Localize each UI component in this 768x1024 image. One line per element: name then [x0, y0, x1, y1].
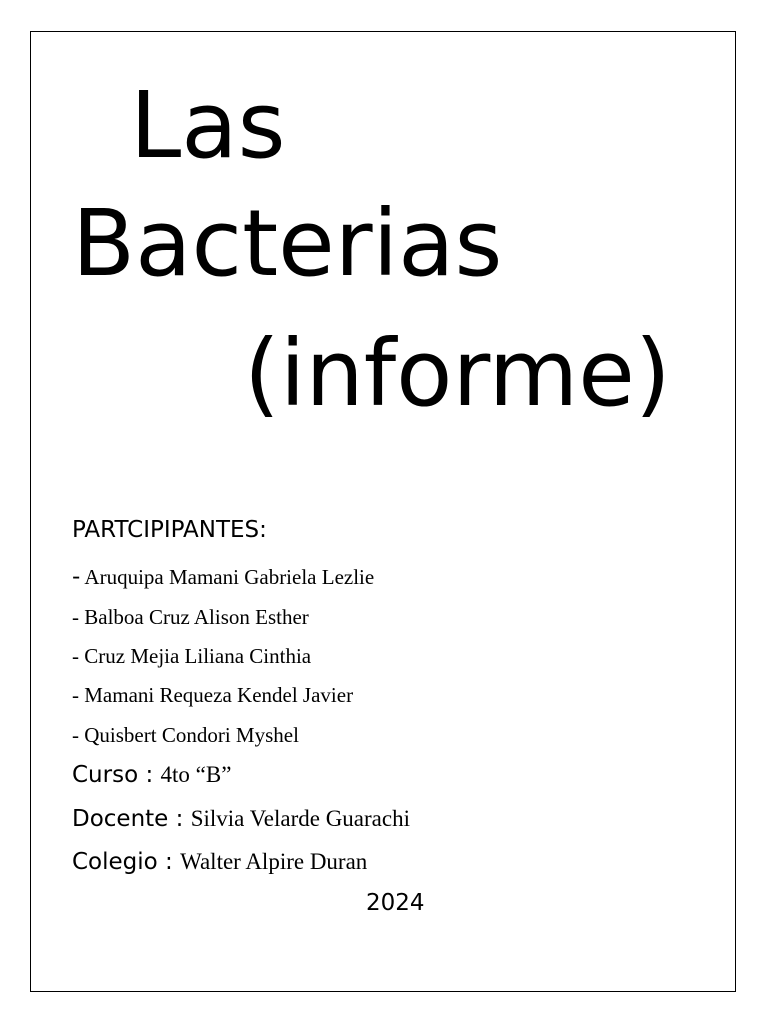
curso-row [72, 761, 231, 790]
list-dash: - [72, 644, 79, 668]
list-dash: - [72, 723, 79, 747]
participant-item [72, 564, 374, 592]
curso-value: 4to “B” [160, 762, 232, 787]
colegio-row [72, 848, 367, 877]
participant-item [72, 723, 299, 748]
participant-item [72, 644, 311, 669]
title-line-3: (informe) [244, 320, 671, 427]
participant-name: Mamani Requeza Kendel Javier [84, 683, 354, 707]
participant-name: Cruz Mejia Liliana Cinthia [84, 644, 312, 668]
title-line-2: Bacterias [72, 190, 503, 297]
list-dash: - [72, 605, 79, 629]
curso-label: Curso : [72, 762, 154, 788]
docente-row [72, 805, 410, 834]
participant-name: Quisbert Condori Myshel [84, 723, 299, 747]
colegio-value: Walter Alpire Duran [180, 849, 368, 874]
participant-item [72, 605, 309, 630]
participant-name: Balboa Cruz Alison Esther [84, 605, 309, 629]
year: 2024 [366, 890, 425, 916]
participant-name: Aruquipa Mamani Gabriela Lezlie [84, 565, 375, 589]
docente-label: Docente : [72, 806, 184, 832]
title-line-1: Las [130, 72, 286, 179]
list-dash: - [72, 683, 79, 707]
participants-heading: PARTCIPIPANTES: [72, 517, 267, 543]
colegio-label: Colegio : [72, 849, 173, 875]
participant-item [72, 683, 353, 708]
list-dash: - [72, 564, 81, 590]
docente-value: Silvia Velarde Guarachi [190, 806, 410, 831]
